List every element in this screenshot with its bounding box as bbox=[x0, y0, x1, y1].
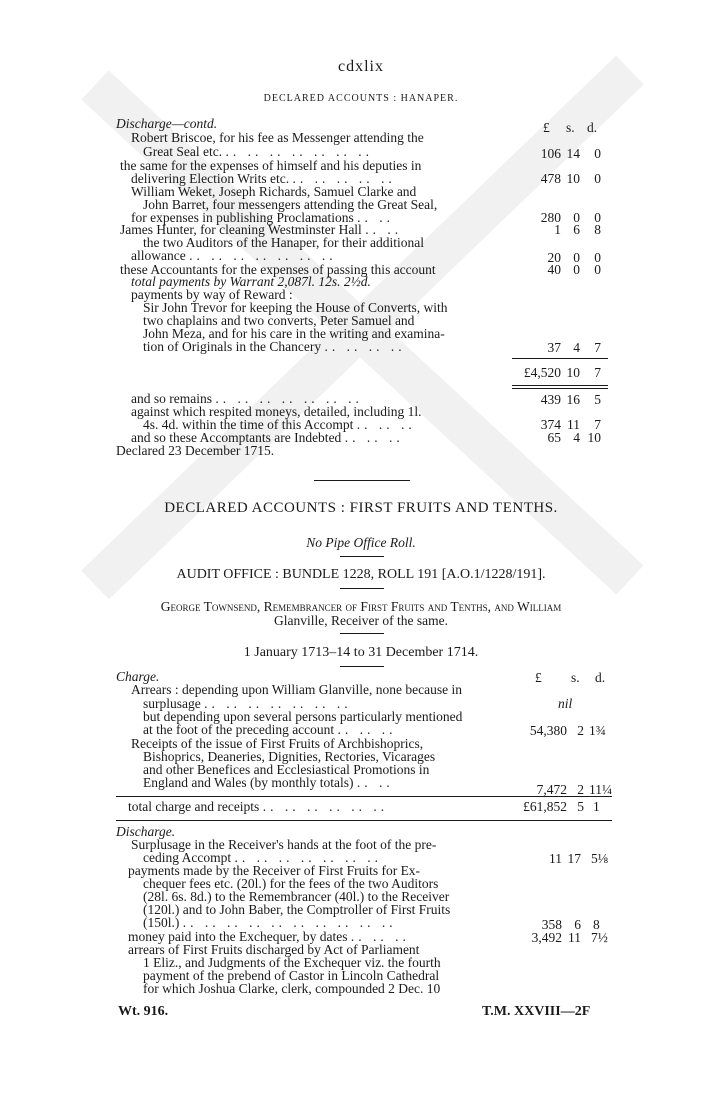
entry-text: 4s. 4d. within the time of this Accompt .. .. .. bbox=[143, 417, 416, 432]
footer-right: T.M. XXVIII—2F bbox=[482, 1004, 591, 1019]
discharge-heading: Discharge. bbox=[116, 824, 176, 839]
amount-shillings: 0 bbox=[573, 210, 580, 225]
entry-text: John Barret, four messengers attending the Great Seal, bbox=[143, 197, 438, 212]
amount-pence: 7 bbox=[594, 417, 601, 432]
short-rule bbox=[340, 666, 384, 667]
amount-shillings: 16 bbox=[566, 392, 580, 407]
entry-text: delivering Election Writs etc. .. .. .. .. .. bbox=[131, 171, 396, 186]
amount-pounds: 478 bbox=[540, 171, 561, 186]
entry-text: total payments by Warrant 2,087l. 12s. 2½d. bbox=[131, 274, 371, 289]
amount-shillings: 14 bbox=[566, 146, 580, 161]
entry-text: payment of the prebend of Castor in Lincoln Cathedral bbox=[143, 968, 440, 983]
amount-pence: 10 bbox=[587, 430, 601, 445]
entry-text: chequer fees etc. (20l.) for the fees of the two Auditors bbox=[143, 876, 439, 891]
amount-pence: 5⅛ bbox=[591, 851, 608, 866]
amount-pounds: 374 bbox=[540, 417, 561, 432]
amount-pounds: 358 bbox=[541, 917, 562, 932]
page-number: cdxlix bbox=[338, 58, 384, 75]
amount-pounds: 439 bbox=[540, 392, 561, 407]
amount-pounds: 3,492 bbox=[531, 930, 562, 945]
charge-heading: Charge. bbox=[116, 669, 160, 684]
entry-text: Great Seal etc. .. .. .. .. .. .. .. bbox=[143, 144, 373, 159]
total-rule bbox=[116, 820, 612, 821]
amount-nil: nil bbox=[558, 696, 573, 711]
bundle-reference: AUDIT OFFICE : BUNDLE 1228, ROLL 191 [A.O.1/1228/191]. bbox=[176, 567, 546, 582]
entry-text: total charge and receipts .. .. .. .. .. .. bbox=[128, 799, 389, 814]
entry-text: at the foot of the preceding account .. .. .. bbox=[143, 722, 397, 737]
amount-pence: 8 bbox=[593, 917, 600, 932]
entry-text: James Hunter, for cleaning Westminster Hall .. .. bbox=[120, 222, 403, 237]
amount-shillings: 11 bbox=[568, 930, 581, 945]
amount-shillings: 10 bbox=[566, 171, 580, 186]
entry-text: these Accountants for the expenses of passing this account bbox=[120, 262, 436, 277]
total-pounds: £4,520 bbox=[523, 365, 561, 380]
col-pence-head: d. bbox=[595, 670, 606, 685]
entry-text: allowance .. .. .. .. .. .. .. bbox=[131, 248, 337, 263]
entry-text: Sir John Trevor for keeping the House of Converts, with bbox=[143, 300, 448, 315]
declared-date: Declared 23 December 1715. bbox=[116, 443, 275, 458]
amount-shillings: 2 bbox=[577, 782, 584, 797]
entry-text: for expenses in publishing Proclamations .. .. bbox=[131, 210, 394, 225]
entry-text: against which respited moneys, detailed, including 1l. bbox=[131, 404, 422, 419]
col-pounds-head: £ bbox=[535, 670, 542, 685]
amount-shillings: 0 bbox=[573, 250, 580, 265]
amount-pence: 7 bbox=[594, 340, 601, 355]
amount-pounds: 106 bbox=[540, 146, 561, 161]
total-shillings: 10 bbox=[566, 365, 580, 380]
amount-pounds: 65 bbox=[547, 430, 561, 445]
amount-shillings: 0 bbox=[573, 262, 580, 277]
amount-pence: 0 bbox=[594, 262, 601, 277]
entry-text: ceding Accompt .. .. .. .. .. .. .. bbox=[143, 850, 382, 865]
amount-pence: 0 bbox=[594, 250, 601, 265]
amount-pence: 7½ bbox=[591, 930, 608, 945]
entry-text: Receipts of the issue of First Fruits of Archbishoprics, bbox=[131, 736, 424, 751]
col-pounds-head: £ bbox=[543, 120, 550, 135]
amount-pounds: 40 bbox=[547, 262, 561, 277]
amount-pence: 5 bbox=[594, 392, 601, 407]
total-rule bbox=[512, 388, 608, 389]
col-shillings-head: s. bbox=[566, 120, 575, 135]
amount-pounds: 37 bbox=[547, 340, 561, 355]
running-head: DECLARED ACCOUNTS : HANAPER. bbox=[263, 93, 459, 104]
accountants-line: Glanville, Receiver of the same. bbox=[274, 613, 448, 628]
entry-text: the same for the expenses of himself and his deputies in bbox=[120, 158, 422, 173]
entry-text: and so remains .. .. .. .. .. .. .. bbox=[131, 391, 363, 406]
amount-pounds: 20 bbox=[547, 250, 561, 265]
entry-text: two chaplains and two converts, Peter Samuel and bbox=[143, 313, 415, 328]
entry-text: money paid into the Exchequer, by dates .. .. .. bbox=[128, 929, 410, 944]
entry-text: William Weket, Joseph Richards, Samuel Clarke and bbox=[131, 184, 417, 199]
amount-shillings: 4 bbox=[573, 430, 580, 445]
col-pence-head: d. bbox=[587, 120, 598, 135]
section-divider bbox=[314, 480, 410, 481]
section-subtitle: No Pipe Office Roll. bbox=[306, 535, 416, 550]
entry-text: surplusage .. .. .. .. .. .. .. bbox=[143, 696, 352, 711]
amount-pounds: 280 bbox=[540, 210, 561, 225]
section-heading: Discharge—contd. bbox=[116, 116, 218, 131]
amount-pence: 0 bbox=[594, 146, 601, 161]
entry-text: (28l. 6s. 8d.) to the Remembrancer (40l.) to the Receiver bbox=[143, 889, 450, 904]
total-pounds: £61,852 bbox=[523, 799, 567, 814]
account-period: 1 January 1713–14 to 31 December 1714. bbox=[243, 645, 479, 660]
accountant-name: George Townsend, Remembrancer of First Fruits and Tenths, and William bbox=[160, 599, 562, 614]
amount-pounds: 11 bbox=[549, 851, 562, 866]
total-rule bbox=[116, 796, 612, 797]
entry-text: the two Auditors of the Hanaper, for their additional bbox=[143, 235, 425, 250]
entry-text: payments made by the Receiver of First Fruits for Ex- bbox=[128, 863, 421, 878]
entry-text: and so these Accomptants are Indebted .. .. .. bbox=[131, 430, 404, 445]
total-rule bbox=[512, 358, 608, 359]
short-rule bbox=[340, 556, 384, 557]
amount-shillings: 2 bbox=[577, 723, 584, 738]
amount-pounds: 54,380 bbox=[529, 723, 567, 738]
amount-shillings: 6 bbox=[574, 917, 581, 932]
total-pence: 1 bbox=[593, 799, 600, 814]
amount-shillings: 6 bbox=[573, 222, 580, 237]
amount-pence: 1¾ bbox=[589, 723, 606, 738]
footer-left: Wt. 916. bbox=[118, 1004, 169, 1019]
entry-text: payments by way of Reward : bbox=[131, 287, 293, 302]
entry-text: Arrears : depending upon William Glanville, none because in bbox=[131, 682, 462, 697]
amount-pounds: 1 bbox=[554, 222, 561, 237]
entry-text: arrears of First Fruits discharged by Act of Parliament bbox=[128, 942, 420, 957]
total-rule bbox=[512, 385, 608, 386]
entry-text: (150l.) .. .. .. .. .. .. .. .. .. .. bbox=[143, 915, 397, 930]
short-rule bbox=[340, 633, 384, 634]
entry-text: John Meza, and for his care in the writing and examina- bbox=[143, 326, 445, 341]
amount-pence: 0 bbox=[594, 210, 601, 225]
total-pence: 7 bbox=[594, 365, 601, 380]
entry-text: Surplusage in the Receiver's hands at the foot of the pre- bbox=[131, 837, 437, 852]
entry-text: 1 Eliz., and Judgments of the Exchequer viz. the fourth bbox=[143, 955, 441, 970]
entry-text: but depending upon several persons particularly mentioned bbox=[143, 709, 463, 724]
total-shillings: 5 bbox=[577, 799, 584, 814]
amount-pence: 0 bbox=[594, 171, 601, 186]
amount-shillings: 4 bbox=[573, 340, 580, 355]
entry-text: and other Benefices and Ecclesiastical Promotions in bbox=[143, 762, 430, 777]
amount-pounds: 7,472 bbox=[536, 782, 567, 797]
col-shillings-head: s. bbox=[571, 670, 580, 685]
amount-pence: 11¼ bbox=[589, 782, 613, 797]
entry-text: England and Wales (by monthly totals) .. .. bbox=[143, 775, 394, 790]
short-rule bbox=[340, 588, 384, 589]
amount-shillings: 17 bbox=[567, 851, 581, 866]
section-title: DECLARED ACCOUNTS : FIRST FRUITS AND TENTHS. bbox=[164, 500, 558, 516]
entry-text: tion of Originals in the Chancery .. .. .. .. bbox=[143, 339, 406, 354]
entry-text: for which Joshua Clarke, clerk, compounded 2 Dec. 10 bbox=[143, 981, 441, 996]
entry-text: Bishoprics, Deaneries, Dignities, Rectories, Vicarages bbox=[143, 749, 436, 764]
entry-text: Robert Briscoe, for his fee as Messenger attending the bbox=[131, 130, 424, 145]
amount-pence: 8 bbox=[594, 222, 601, 237]
amount-shillings: 11 bbox=[567, 417, 580, 432]
entry-text: (120l.) and to John Baber, the Comptroller of First Fruits bbox=[143, 902, 451, 917]
